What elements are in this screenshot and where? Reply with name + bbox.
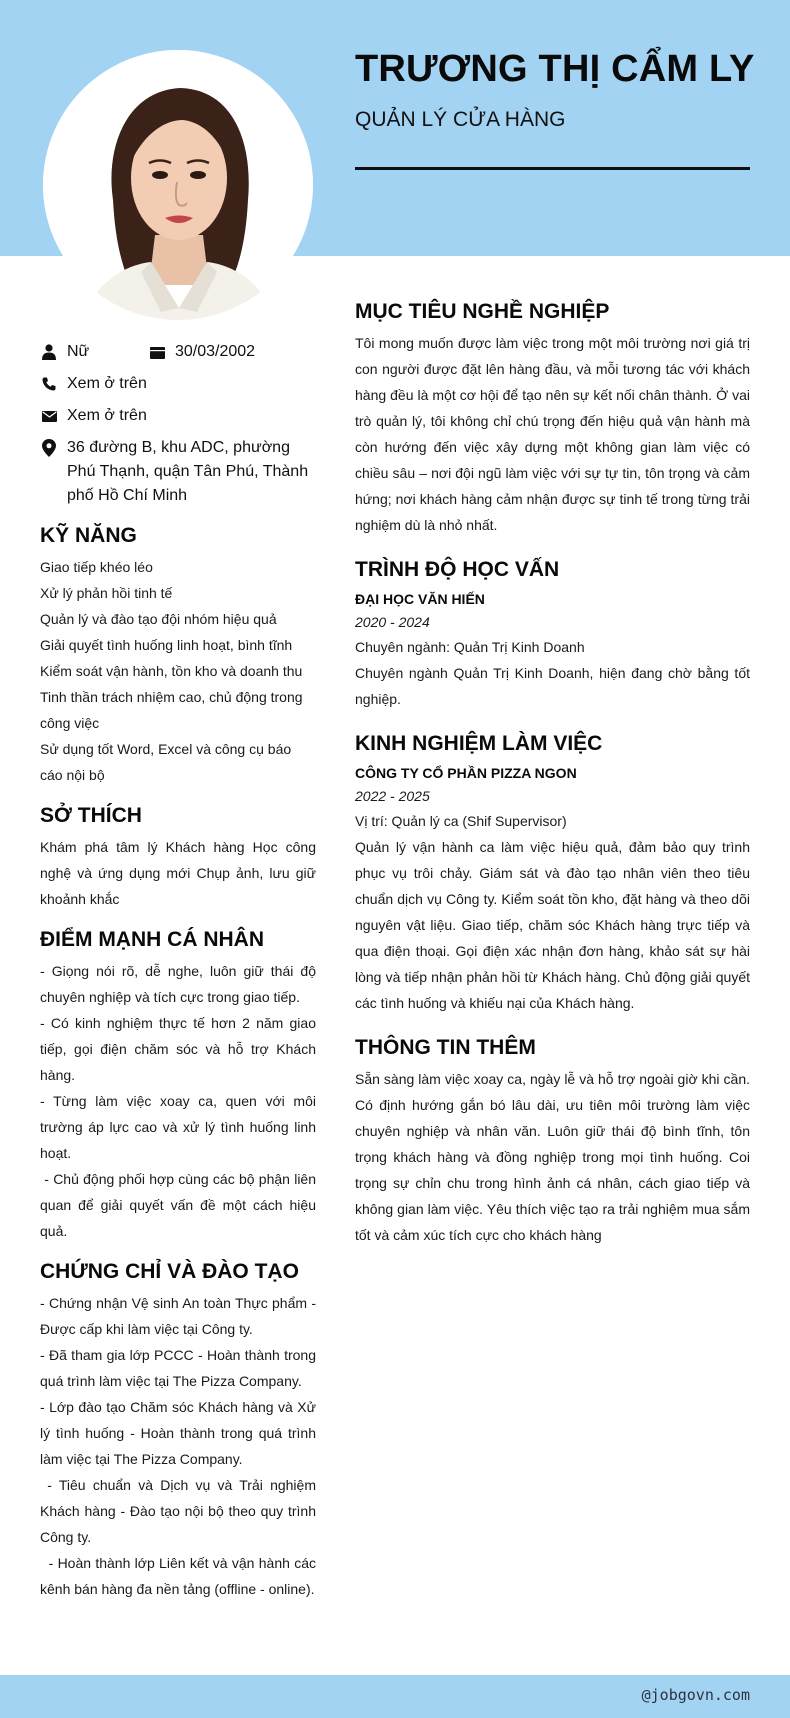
additional-text: Sẵn sàng làm việc xoay ca, ngày lễ và hỗ trợ ngoài giờ khi cần. Có định hướng gắn bó lâu dài, ưu tiên môi trường làm việc chuyên nghiệp và nhân văn. Luôn giữ thái độ bình tĩnh, tôn trọng khách hàng và đồng nghiệp trong mọi tình huống. Coi trọng sự chỉn chu trong hình ảnh cá nhân, cách giao tiếp và không gian làm việc. Yêu thích việc tạo ra trải nghiệm mua sắm tốt và cảm xúc tích cực cho khách hàng	[355, 1071, 750, 1243]
contact-phone	[40, 372, 316, 396]
experience-description: Quản lý vận hành ca làm việc hiệu quả, đảm bảo quy trình phục vụ trôi chảy. Giám sát và đào tạo nhân viên theo tiêu chuẩn dịch vụ Công ty. Kiểm soát tồn kho, đặt hàng và theo dõi nguyên vật liệu. Giao tiếp, chăm sóc Khách hàng trực tiếp và qua điện thoại. Gọi điện xác nhận đơn hàng, khảo sát sự hài lòng và tiếp nhận phản hồi từ Khách hàng. Chủ động giải quyết các tình huống và khiếu nại của Khách hàng.	[355, 839, 750, 1011]
objective-text: Tôi mong muốn được làm việc trong một môi trường nơi giá trị con người được đặt lên hàng đầu, và mỗi tương tác với khách hàng đều là một cơ hội để tạo nên sự kết nối chân thành. Ở vai trò quản lý, tôi không chỉ chú trọng đến hiệu quả vận hành mà còn hướng đến việc xây dựng một không gian làm việc có chiều sâu – nơi đội ngũ làm việc với sự tự tin, tôn trọng và cảm hứng; nơi khách hàng cảm nhận được sự tinh tế trong từng trải nghiệm dù là nhỏ nhất.	[355, 335, 750, 533]
certificates-heading: CHỨNG CHỈ VÀ ĐÀO TẠO	[40, 1260, 299, 1283]
additional-heading: THÔNG TIN THÊM	[355, 1036, 536, 1059]
education-note: Chuyên ngành Quản Trị Kinh Doanh, hiện đang chờ bằng tốt nghiệp.	[355, 665, 750, 707]
contact-gender-birthday	[40, 340, 316, 364]
skill-item: Tinh thần trách nhiệm cao, chủ động trong công việc	[40, 689, 303, 731]
birthday-value: 30/03/2002	[175, 343, 256, 360]
skill-item: Giải quyết tình huống linh hoạt, bình tĩnh	[40, 637, 293, 653]
strength-item: - Chủ động phối hợp cùng các bộ phận liên quan để giải quyết vấn đề một cách hiệu quả.	[40, 1171, 320, 1239]
left-column	[40, 340, 324, 1602]
skills-list	[40, 554, 316, 788]
certificate-item: - Hoàn thành lớp Liên kết và vận hành các kênh bán hàng đa nền tảng (offline - online).	[40, 1555, 320, 1597]
skill-item: Sử dụng tốt Word, Excel và công cụ báo cáo nội bộ	[40, 741, 292, 783]
contact-address	[40, 436, 316, 508]
portrait-illustration	[43, 50, 313, 320]
title-divider	[355, 167, 750, 170]
strengths-list	[40, 958, 320, 1244]
gender-value: Nữ	[67, 343, 90, 360]
strength-item: - Có kinh nghiệm thực tế hơn 2 năm giao tiếp, gọi điện chăm sóc và hỗ trợ Khách hàng.	[40, 1015, 320, 1083]
envelope-icon	[40, 404, 58, 428]
education-period: 2020 - 2024	[355, 614, 430, 630]
phone-value: Xem ở trên	[67, 375, 147, 392]
job-title: QUẢN LÝ CỬA HÀNG	[355, 108, 566, 131]
right-column	[355, 300, 750, 1248]
school-name: ĐẠI HỌC VĂN HIẾN	[355, 591, 485, 607]
experience-position: Vị trí: Quản lý ca (Shif Supervisor)	[355, 813, 567, 829]
candidate-name: TRƯƠNG THỊ CẨM LY	[355, 48, 755, 90]
certificate-item: - Tiêu chuẩn và Dịch vụ và Trải nghiệm Khách hàng - Đào tạo nội bộ theo quy trình Công ty.	[40, 1477, 320, 1545]
phone-icon	[40, 372, 58, 396]
certificates-list	[40, 1290, 324, 1602]
skill-item: Xử lý phản hồi tinh tế	[40, 585, 173, 601]
strength-item: - Từng làm việc xoay ca, quen với môi trường áp lực cao và xử lý tình huống linh hoạt.	[40, 1093, 320, 1161]
person-icon	[40, 340, 58, 364]
certificate-item: - Chứng nhận Vệ sinh An toàn Thực phẩm - Được cấp khi làm việc tại Công ty.	[40, 1295, 324, 1337]
skill-item: Giao tiếp khéo léo	[40, 559, 153, 575]
experience-period: 2022 - 2025	[355, 788, 430, 804]
strength-item: - Giọng nói rõ, dễ nghe, luôn giữ thái độ chuyên nghiệp và tích cực trong giao tiếp.	[40, 963, 320, 1005]
skills-heading: KỸ NĂNG	[40, 524, 137, 547]
map-pin-icon	[40, 436, 58, 460]
certificate-item: - Đã tham gia lớp PCCC - Hoàn thành trong quá trình làm việc tại The Pizza Company.	[40, 1347, 320, 1389]
profile-photo	[43, 50, 313, 320]
education-heading: TRÌNH ĐỘ HỌC VẤN	[355, 558, 560, 581]
footer-watermark: @jobgovn.com	[641, 1686, 750, 1704]
hobbies-text: Khám phá tâm lý Khách hàng Học công nghệ và ứng dụng mới Chụp ảnh, lưu giữ khoảnh khắc	[40, 839, 316, 907]
skill-item: Kiểm soát vận hành, tồn kho và doanh thu	[40, 663, 303, 679]
education-major: Chuyên ngành: Quản Trị Kinh Doanh	[355, 639, 585, 655]
calendar-icon	[148, 340, 166, 364]
contact-email	[40, 404, 316, 428]
objective-heading: MỤC TIÊU NGHỀ NGHIỆP	[355, 300, 610, 323]
email-value: Xem ở trên	[67, 407, 147, 424]
experience-heading: KINH NGHIỆM LÀM VIỆC	[355, 732, 603, 755]
strengths-heading: ĐIỂM MẠNH CÁ NHÂN	[40, 928, 264, 951]
skill-item: Quản lý và đào tạo đội nhóm hiệu quả	[40, 611, 277, 627]
address-value: 36 đường B, khu ADC, phường Phú Thạnh, quận Tân Phú, Thành phố Hồ Chí Minh	[67, 439, 309, 504]
certificate-item: - Lớp đào tạo Chăm sóc Khách hàng và Xử lý tình huống - Hoàn thành trong quá trình làm việc tại The Pizza Company.	[40, 1399, 320, 1467]
hobbies-heading: SỞ THÍCH	[40, 804, 142, 827]
company-name: CÔNG TY CỔ PHẦN PIZZA NGON	[355, 765, 577, 781]
